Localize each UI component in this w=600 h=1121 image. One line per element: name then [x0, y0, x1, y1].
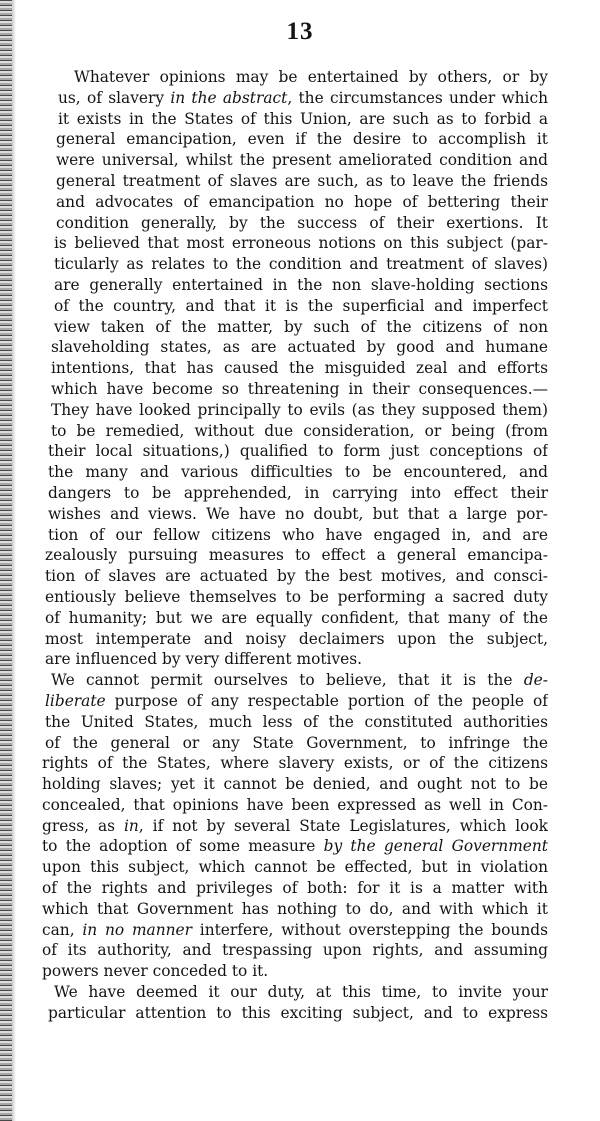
italic-phrase: liberate: [45, 691, 106, 710]
text-line: powers never conceded to it.: [42, 962, 269, 981]
text-line: us, of slavery in the abstract, the circumstances under which: [58, 88, 548, 107]
text-line: entiously believe themselves to be performing a sacred duty: [45, 587, 548, 606]
text-line: general treatment of slaves are such, as to leave the friends: [56, 171, 548, 190]
text-line: the United States, much less of the constituted authorities: [45, 712, 548, 731]
paragraph-1: [45, 67, 548, 670]
italic-phrase: by the general Government: [323, 837, 548, 856]
text-line: and advocates of emancipation no hope of bettering their: [56, 192, 548, 211]
text-line: They have looked principally to evils (as they supposed them): [51, 400, 548, 419]
text-line: tion of our fellow citizens who have engaged in, and are: [48, 525, 548, 544]
italic-phrase: in the abstract: [170, 88, 288, 107]
text-line: slaveholding states, as are actuated by good and humane: [51, 338, 548, 357]
text-line: We cannot permit ourselves to believe, that it is the de-: [51, 671, 548, 690]
text-line: are generally entertained in the non slave-holding sections: [54, 275, 548, 294]
text-line: were universal, whilst the present ameliorated condition and: [56, 151, 548, 170]
text-line: is believed that most erroneous notions on this subject (par-: [54, 234, 548, 253]
binding-edge: [0, 0, 12, 1121]
italic-phrase: in no manner: [82, 920, 192, 939]
text-line: upon this subject, which cannot be effected, but in violation: [42, 858, 548, 877]
text-line: of its authority, and trespassing upon rights, and assuming: [42, 941, 548, 960]
text-line: condition generally, by the success of their exertions. It: [56, 213, 548, 232]
text-line: to be remedied, without due consideration, or being (from: [51, 421, 548, 440]
text-line: view taken of the matter, by such of the citizens of non: [54, 317, 548, 336]
text-line: of humanity; but we are equally confident, that many of the: [45, 608, 548, 627]
text-line: which have become so threatening in their consequences.—: [51, 379, 548, 398]
text-line: gress, as in, if not by several State Legislatures, which look: [42, 816, 548, 835]
text-line: holding slaves; yet it cannot be denied, and ought not to be: [42, 775, 548, 794]
text-line: which that Government has nothing to do, and with which it: [42, 899, 548, 918]
text-line: it exists in the States of this Union, are such as to forbid a: [58, 109, 548, 128]
text-line: of the general or any State Government, to infringe the: [45, 733, 548, 752]
text-line: Whatever opinions may be entertained by others, or by: [74, 68, 548, 86]
italic-phrase: in: [123, 816, 139, 835]
text-line: We have deemed it our duty, at this time, to invite your: [54, 983, 548, 1002]
body-text: [42, 67, 548, 1024]
text-line: tion of slaves are actuated by the best motives, and consci-: [45, 567, 548, 586]
text-line: zealously pursuing measures to effect a general emancipa-: [45, 546, 548, 565]
italic-phrase: de-: [523, 671, 548, 690]
text-line: liberate purpose of any respectable portion of the people of: [45, 691, 548, 710]
text-line: wishes and views. We have no doubt, but that a large por-: [48, 504, 548, 523]
text-line: can, in no manner interfere, without overstepping the bounds: [42, 920, 548, 939]
text-line: their local situations,) qualified to form just conceptions of: [48, 442, 548, 461]
text-line: the many and various difficulties to be encountered, and: [48, 463, 548, 482]
paragraph-3: [48, 982, 548, 1024]
text-line: general emancipation, even if the desire to accomplish it: [56, 130, 548, 149]
text-line: to the adoption of some measure by the general Government: [42, 837, 548, 856]
text-line: ticularly as relates to the condition and treatment of slaves): [54, 255, 548, 274]
text-line: of the rights and privileges of both: for it is a matter with: [42, 879, 548, 898]
text-line: rights of the States, where slavery exists, or of the citizens: [42, 754, 548, 773]
paragraph-2: [42, 670, 548, 982]
text-line: concealed, that opinions have been expressed as well in Con-: [42, 795, 548, 814]
text-line: are influenced by very different motives.: [45, 650, 363, 669]
text-line: particular attention to this exciting subject, and to express: [48, 1003, 548, 1022]
text-line: dangers to be apprehended, in carrying into effect their: [48, 483, 548, 502]
text-line: of the country, and that it is the superficial and imperfect: [54, 296, 548, 315]
text-line: intentions, that has caused the misguided zeal and efforts: [51, 359, 548, 378]
text-line: most intemperate and noisy declaimers upon the subject,: [45, 629, 548, 648]
page-number: 13: [286, 18, 314, 45]
